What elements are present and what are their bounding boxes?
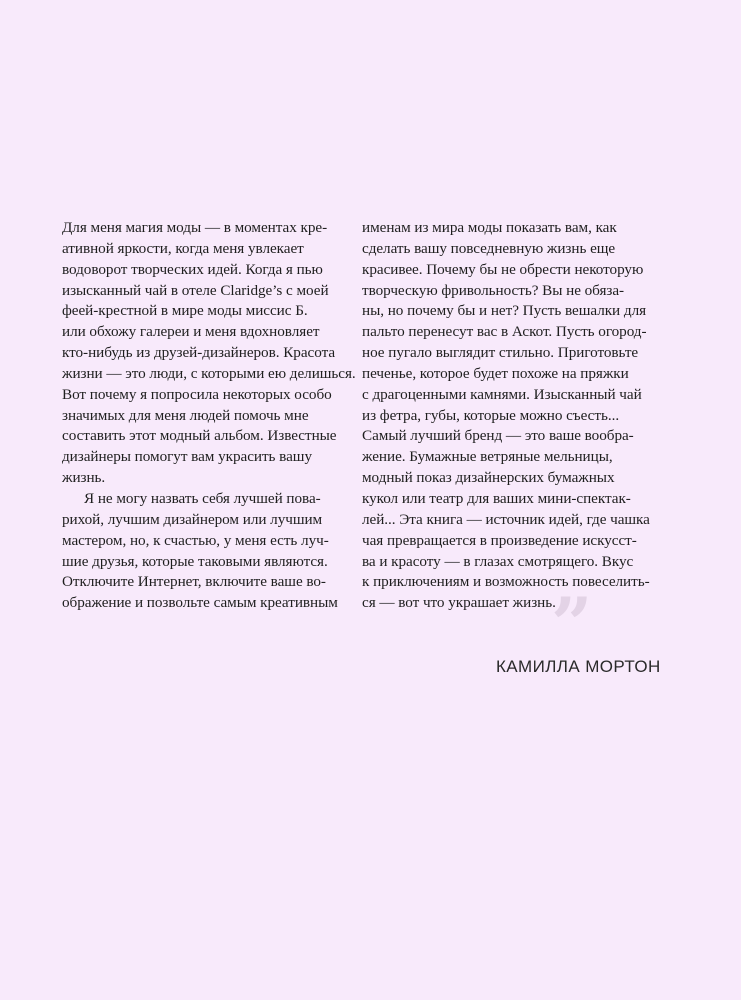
- author-signature: КАМИЛЛА МОРТОН: [496, 657, 661, 676]
- text-line: к приключениям и возможность повеселить-: [362, 573, 650, 591]
- text-line: изысканный чай в отеле Claridge’s с моей: [62, 281, 329, 299]
- text-line: лей... Эта книга — источник идей, где чашка: [362, 510, 650, 528]
- text-line: именам из мира моды показать вам, как: [362, 219, 617, 236]
- text-line: пальто перенесут вас в Аскот. Пусть огород-: [362, 323, 647, 341]
- text-line: чая превращается в произведение искусст-: [362, 531, 637, 549]
- text-line: кукол или театр для ваших мини-спектак-: [362, 489, 631, 507]
- text-line: Для меня магия моды — в моментах кре-: [62, 219, 328, 236]
- text-line: или обхожу галереи и меня вдохновляет: [62, 323, 320, 341]
- text-line: модный показ дизайнерских бумажных: [362, 469, 615, 487]
- text-line: значимых для меня людей помочь мне: [62, 406, 309, 424]
- text-line: мастером, но, к счастью, у меня есть луч-: [62, 531, 329, 549]
- text-line: составить этот модный альбом. Известные: [62, 427, 337, 445]
- text-line: ное пугало выглядит стильно. Приготовьте: [362, 344, 639, 362]
- left-text-column: [62, 218, 356, 614]
- text-line: жизнь.: [62, 469, 106, 487]
- text-line: феей-крестной в мире моды миссис Б.: [62, 302, 308, 320]
- text-line: шие друзья, которые таковыми являются.: [62, 552, 328, 570]
- text-line: Отключите Интернет, включите ваше во-: [62, 573, 326, 591]
- text-line: красивее. Почему бы не обрести некоторую: [362, 260, 644, 278]
- text-line: жизни — это люди, с которыми ею делишься.: [62, 364, 356, 382]
- right-text-column: [362, 218, 652, 614]
- closing-quote-icon: ”: [551, 581, 593, 666]
- text-line: кто-нибудь из друзей-дизайнеров. Красота: [62, 344, 336, 362]
- text-line: с драгоценными камнями. Изысканный чай: [362, 385, 642, 403]
- text-line: ативной яркости, когда меня увлекает: [62, 239, 304, 257]
- text-line: творческую фривольность? Вы не обяза-: [362, 281, 625, 299]
- text-line: жение. Бумажные ветряные мельницы,: [362, 448, 613, 466]
- text-line: Вот почему я попросила некоторых особо: [62, 385, 332, 403]
- text-line: Самый лучший бренд — это ваше вообра-: [362, 427, 634, 445]
- text-line: водоворот творческих идей. Когда я пью: [62, 260, 323, 278]
- text-line: печенье, которое будет похоже на пряжки: [362, 364, 629, 382]
- text-line: ва и красоту — в глазах смотрящего. Вкус: [362, 552, 634, 570]
- text-line: из фетра, губы, которые можно съесть...: [362, 406, 620, 424]
- text-line: рихой, лучшим дизайнером или лучшим: [62, 510, 323, 528]
- text-line: ся — вот что украшает жизнь.: [362, 594, 556, 612]
- text-line: сделать вашу повседневную жизнь еще: [362, 239, 616, 257]
- text-line: ображение и позвольте самым креативным: [62, 594, 338, 612]
- paragraph-start-line: Я не могу назвать себя лучшей пова-: [84, 489, 321, 507]
- text-line: ны, но почему бы и нет? Пусть вешалки для: [362, 302, 647, 320]
- text-line: дизайнеры помогут вам украсить вашу: [62, 448, 312, 466]
